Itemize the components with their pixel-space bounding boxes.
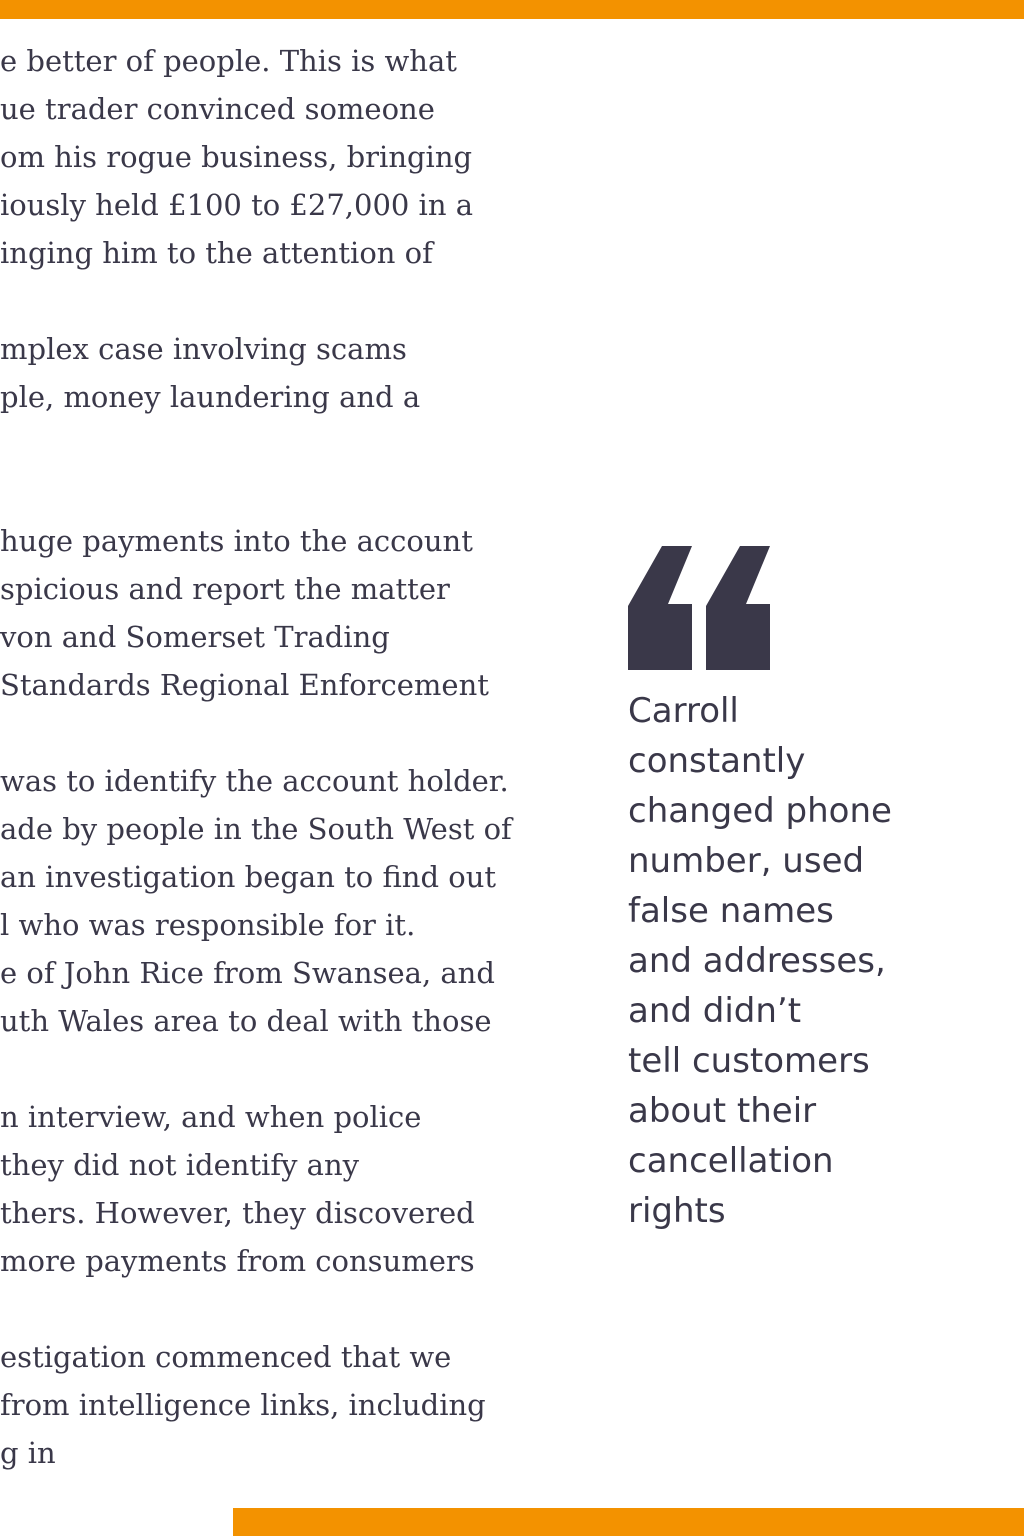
- pull-quote-line: and didn’t: [628, 991, 802, 1031]
- article-paragraph: [0, 1093, 560, 1285]
- article-text-line: e better of people. This is what: [0, 44, 457, 78]
- article-text-line: Standards Regional Enforcement: [0, 668, 489, 702]
- paragraph-spacer: [0, 469, 560, 517]
- article-text-line: estigation commenced that we: [0, 1340, 452, 1374]
- pull-quote: [628, 686, 968, 1236]
- article-text-line: mplex case involving scams: [0, 332, 407, 366]
- paragraph-spacer: [0, 1045, 560, 1093]
- pull-quote-line: and addresses,: [628, 941, 886, 981]
- article-text-line: ple, money laundering and a: [0, 380, 421, 414]
- article-text-line: om his rogue business, bringing: [0, 140, 473, 174]
- article-body: [0, 37, 560, 1477]
- pull-quote-line: constantly: [628, 741, 806, 781]
- article-paragraph: [0, 325, 560, 421]
- article-text-line: more payments from consumers: [0, 1244, 475, 1278]
- paragraph-spacer: [0, 1285, 560, 1333]
- paragraph-spacer: [0, 421, 560, 469]
- pull-quote-line: changed phone: [628, 791, 892, 831]
- article-paragraph: [0, 517, 560, 709]
- article-text-line: n interview, and when police: [0, 1100, 422, 1134]
- article-text-line: l who was responsible for it.: [0, 908, 416, 942]
- paragraph-spacer: [0, 709, 560, 757]
- article-paragraph: [0, 1333, 560, 1477]
- pull-quote-line: cancellation: [628, 1141, 834, 1181]
- article-text-line: huge payments into the account: [0, 524, 473, 558]
- article-text-line: e of John Rice from Swansea, and: [0, 956, 495, 990]
- pull-quote-line: Carroll: [628, 691, 739, 731]
- paragraph-spacer: [0, 277, 560, 325]
- article-text-line: ue trader convinced someone: [0, 92, 435, 126]
- bottom-accent-bar: [233, 1508, 1024, 1536]
- pull-quote-line: number, used: [628, 841, 865, 881]
- article-text-line: von and Somerset Trading: [0, 620, 390, 654]
- article-text-line: from intelligence links, including: [0, 1388, 486, 1422]
- article-text-line: an investigation began to find out: [0, 860, 497, 894]
- article-text-line: iously held £100 to £27,000 in a: [0, 188, 474, 222]
- article-text-line: spicious and report the matter: [0, 572, 450, 606]
- article-paragraph: [0, 37, 560, 277]
- quotation-mark-icon: [628, 546, 772, 670]
- article-paragraph: [0, 757, 560, 1045]
- pull-quote-line: rights: [628, 1191, 726, 1231]
- pull-quote-line: about their: [628, 1091, 817, 1131]
- article-text-line: ade by people in the South West of: [0, 812, 512, 846]
- article-text-line: they did not identify any: [0, 1148, 360, 1182]
- article-text-line: uth Wales area to deal with those: [0, 1004, 492, 1038]
- article-text-line: was to identify the account holder.: [0, 764, 509, 798]
- article-text-line: thers. However, they discovered: [0, 1196, 475, 1230]
- article-text-line: g in: [0, 1436, 56, 1470]
- pull-quote-line: tell customers: [628, 1041, 870, 1081]
- article-text-line: inging him to the attention of: [0, 236, 433, 270]
- pull-quote-line: false names: [628, 891, 834, 931]
- top-accent-bar: [0, 0, 1024, 19]
